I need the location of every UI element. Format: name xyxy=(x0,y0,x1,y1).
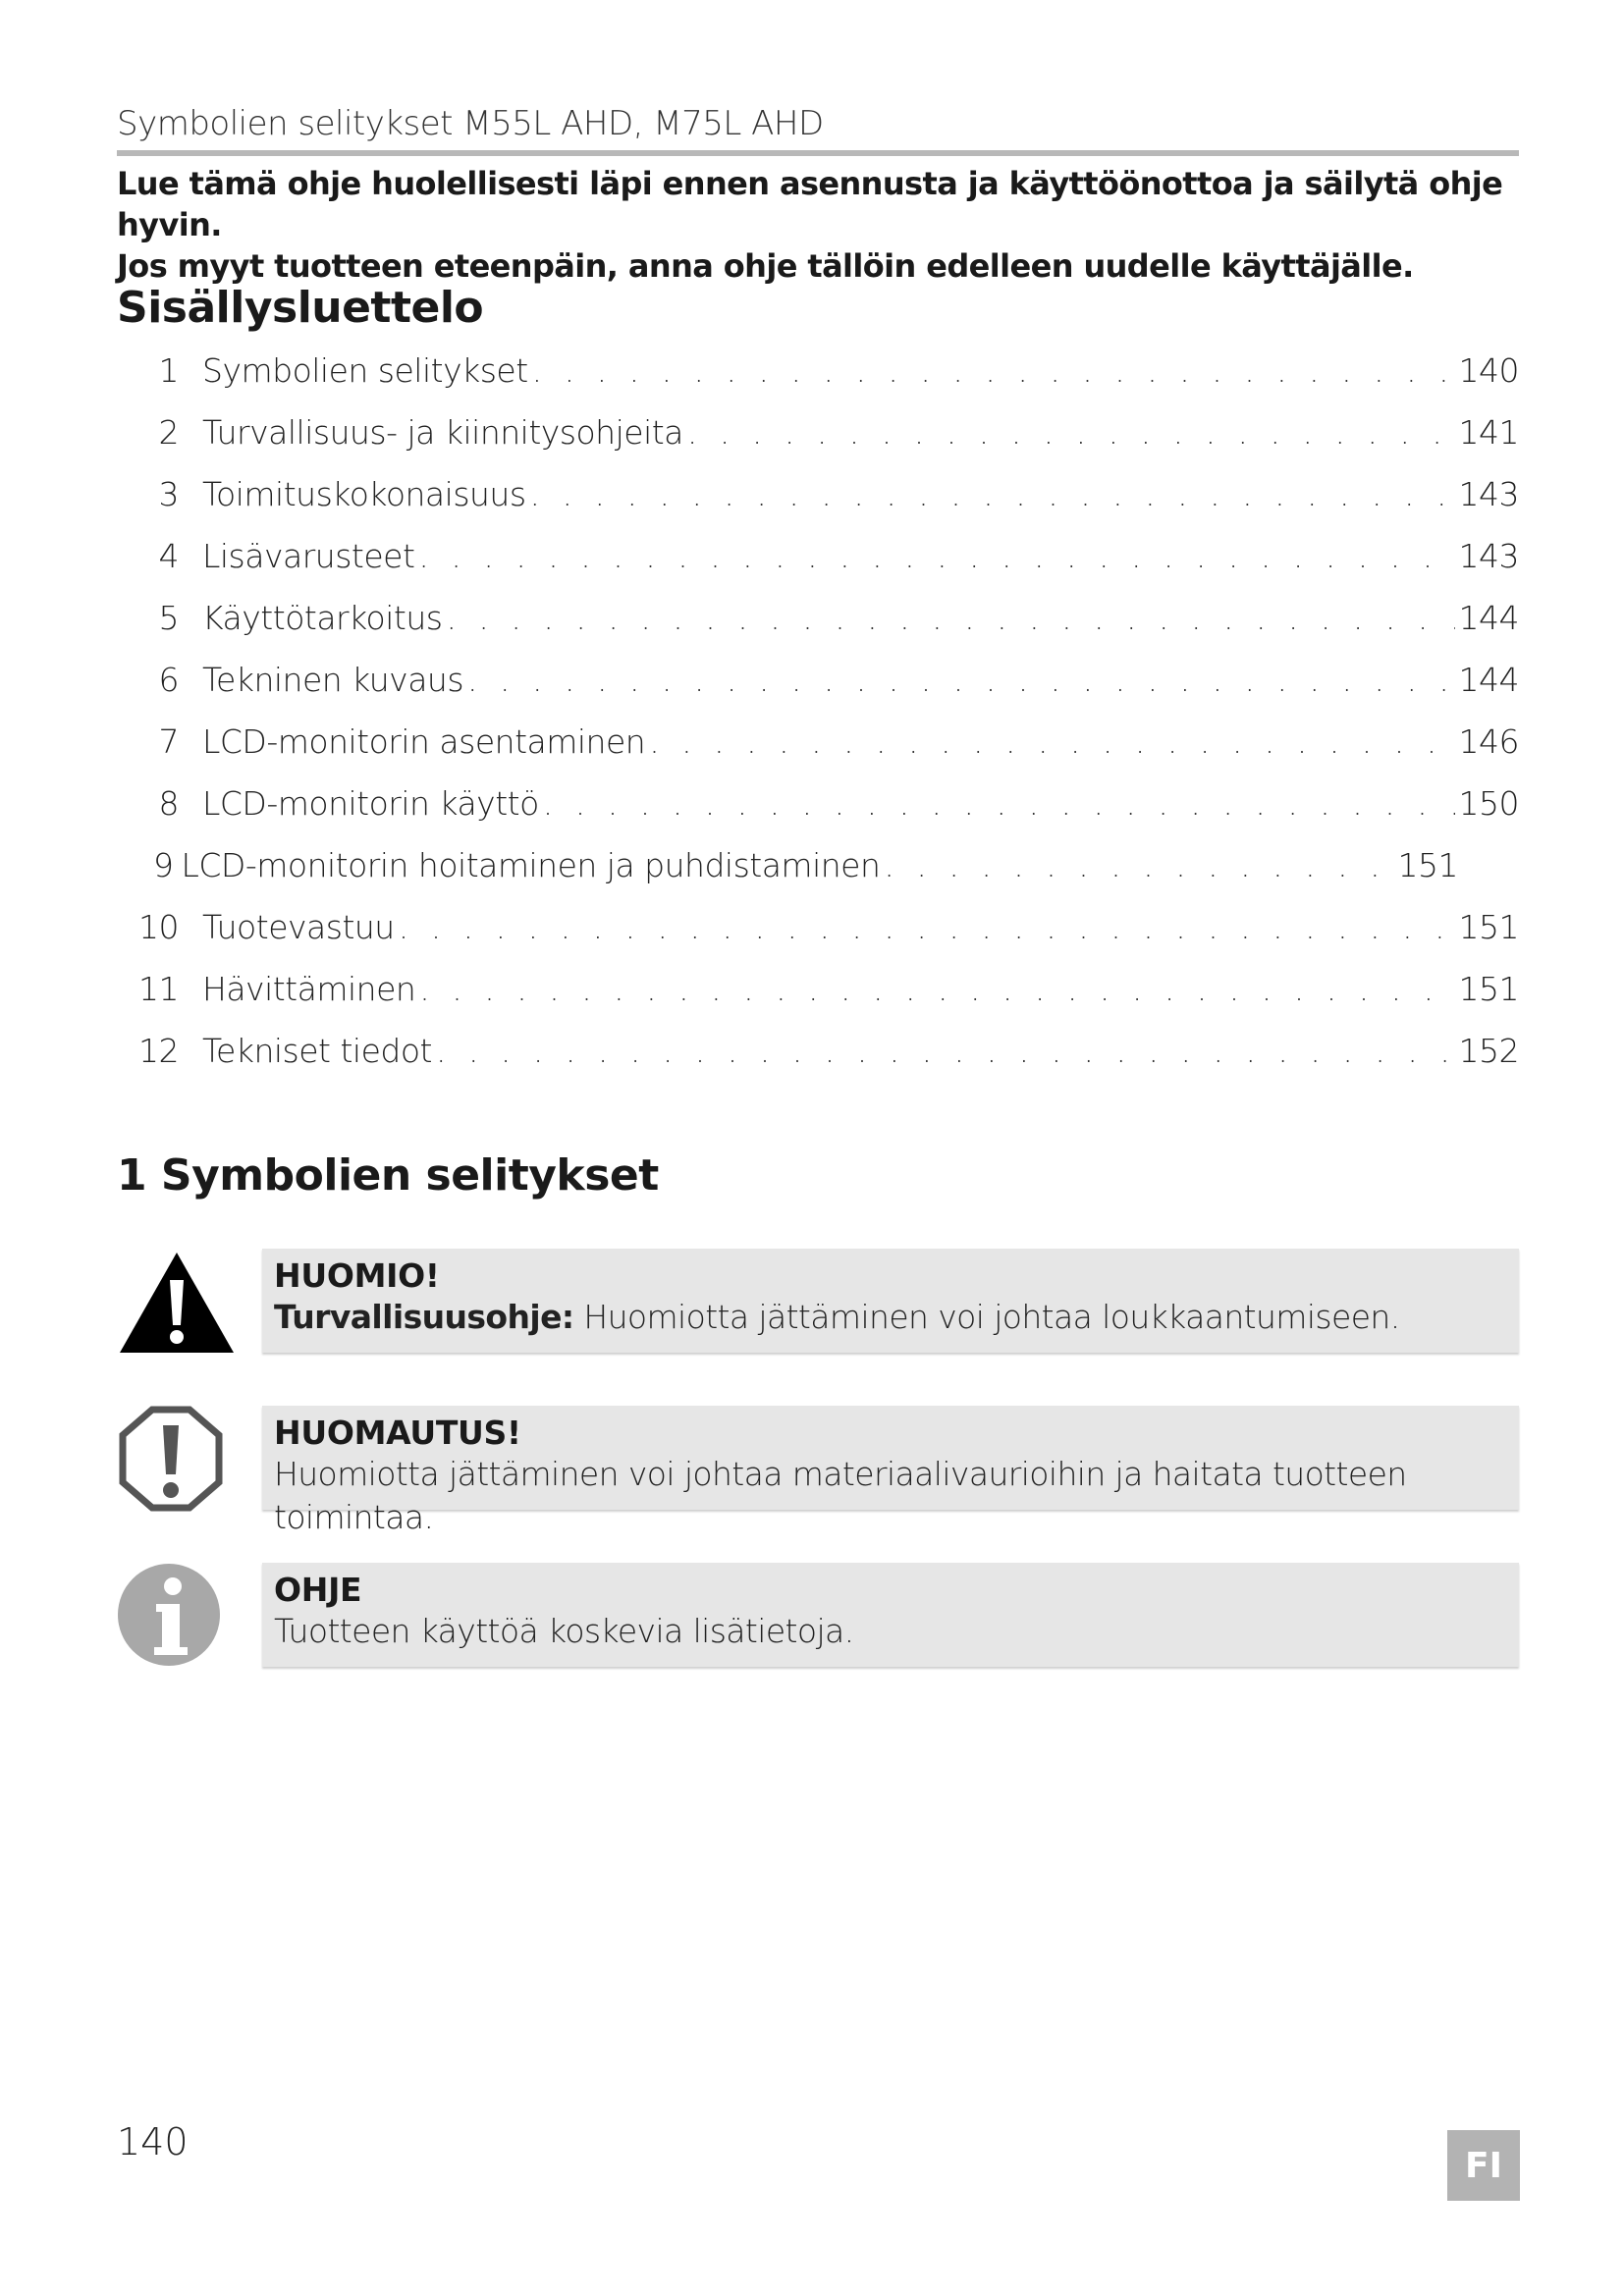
toc-entry-number: 12 xyxy=(138,1032,179,1070)
toc-entry[interactable] xyxy=(137,661,1519,722)
toc-entry-page: 150 xyxy=(1458,784,1519,823)
toc-entry[interactable] xyxy=(137,599,1519,661)
toc-leader-dots xyxy=(446,599,1454,637)
notice-text xyxy=(274,1296,1507,1339)
header-rule xyxy=(117,150,1519,156)
notice-heading: HUOMIO! xyxy=(274,1256,440,1295)
toc-entry-number: 3 xyxy=(158,475,179,513)
toc-leader-dots xyxy=(436,1032,1455,1070)
toc-entry[interactable] xyxy=(137,908,1519,970)
toc-entry-label: LCD-monitorin käyttö xyxy=(202,784,539,823)
toc-entry[interactable] xyxy=(137,722,1519,784)
toc-entry-label: Toimituskokonaisuus xyxy=(202,475,526,513)
toc-entry-page: 144 xyxy=(1458,661,1519,699)
intro-paragraph xyxy=(117,163,1550,287)
running-header: Symbolien selitykset M55L AHD, M75L AHD xyxy=(117,104,824,143)
toc-leader-dots xyxy=(687,413,1455,452)
toc-leader-dots xyxy=(530,475,1455,513)
notice-heading: OHJE xyxy=(274,1571,362,1609)
notice-heading: HUOMAUTUS! xyxy=(274,1414,521,1452)
toc-entry[interactable] xyxy=(137,1032,1519,1094)
toc-leader-dots xyxy=(543,784,1455,823)
toc-title: Sisällysluettelo xyxy=(117,283,484,333)
toc-entry-page: 151 xyxy=(1458,970,1519,1008)
toc-entry-page: 151 xyxy=(1397,846,1458,884)
toc-entry[interactable] xyxy=(137,475,1519,537)
toc-entry[interactable] xyxy=(137,537,1519,599)
toc-entry-label: Tekninen kuvaus xyxy=(202,661,464,699)
toc-entry-number: 4 xyxy=(158,537,179,575)
toc-entry-label: Lisävarusteet xyxy=(202,537,415,575)
toc-entry-page: 152 xyxy=(1458,1032,1519,1070)
toc-entry-label: Tekniset tiedot xyxy=(202,1032,432,1070)
toc-entry-number: 5 xyxy=(158,599,179,637)
toc-leader-dots xyxy=(532,351,1455,390)
toc-entry-number: 1 xyxy=(158,351,179,390)
table-of-contents xyxy=(137,351,1519,1094)
toc-entry-page: 143 xyxy=(1458,475,1519,513)
notice-box xyxy=(262,1406,1519,1536)
toc-entry-number: 9 xyxy=(153,846,174,884)
toc-entry[interactable] xyxy=(137,970,1519,1032)
toc-entry-label: Käyttötarkoitus xyxy=(202,599,443,637)
notice-octagon-icon xyxy=(117,1406,237,1514)
section-title: 1 Symbolien selitykset xyxy=(117,1150,659,1201)
language-badge: FI xyxy=(1447,2130,1520,2201)
warning-triangle-icon xyxy=(117,1249,237,1357)
toc-entry-page: 151 xyxy=(1458,908,1519,946)
toc-leader-dots xyxy=(884,846,1393,884)
toc-entry-number: 10 xyxy=(138,908,179,946)
intro-line-2: Jos myyt tuotteen eteenpäin, anna ohje tällöin edelleen uudelle käyttäjälle. xyxy=(117,247,1414,285)
toc-leader-dots xyxy=(419,970,1454,1008)
notice-box xyxy=(262,1563,1519,1667)
toc-entry-page: 141 xyxy=(1458,413,1519,452)
toc-entry-label: Hävittäminen xyxy=(202,970,416,1008)
toc-entry[interactable] xyxy=(137,413,1519,475)
toc-entry-label: Tuotevastuu xyxy=(202,908,395,946)
toc-entry[interactable] xyxy=(137,846,1519,908)
notice-lead: Turvallisuusohje: xyxy=(274,1298,574,1336)
toc-leader-dots xyxy=(467,661,1454,699)
notice-box xyxy=(262,1249,1519,1353)
toc-entry-number: 8 xyxy=(158,784,179,823)
toc-entry-number: 2 xyxy=(158,413,179,452)
toc-entry-label: Symbolien selitykset xyxy=(202,351,528,390)
toc-entry-page: 146 xyxy=(1458,722,1519,761)
intro-line-1: Lue tämä ohje huolellisesti läpi ennen asennusta ja käyttöönottoa ja säilytä ohje hyvin. xyxy=(117,165,1503,243)
info-circle-icon xyxy=(117,1563,237,1671)
page-number: 140 xyxy=(117,2120,189,2163)
toc-entry-number: 6 xyxy=(158,661,179,699)
toc-entry-label: LCD-monitorin hoitaminen ja puhdistaminen xyxy=(181,846,881,884)
toc-entry-page: 140 xyxy=(1458,351,1519,390)
toc-entry-number: 11 xyxy=(138,970,179,1008)
toc-entry[interactable] xyxy=(137,351,1519,413)
toc-leader-dots xyxy=(418,537,1454,575)
toc-entry-label: Turvallisuus- ja kiinnitysohjeita xyxy=(202,413,683,452)
notice-body: Tuotteen käyttöä koskevia lisätietoja. xyxy=(274,1612,854,1650)
toc-entry-page: 143 xyxy=(1458,537,1519,575)
toc-leader-dots xyxy=(649,722,1454,761)
notice-body: Huomiotta jättäminen voi johtaa materiaalivaurioihin ja haitata tuotteen toimintaa. xyxy=(274,1455,1407,1536)
toc-leader-dots xyxy=(399,908,1455,946)
notice-body: Huomiotta jättäminen voi johtaa loukkaantumiseen. xyxy=(573,1298,1400,1336)
toc-entry-number: 7 xyxy=(158,722,179,761)
toc-entry-page: 144 xyxy=(1458,599,1519,637)
toc-entry-label: LCD-monitorin asentaminen xyxy=(202,722,646,761)
toc-entry[interactable] xyxy=(137,784,1519,846)
